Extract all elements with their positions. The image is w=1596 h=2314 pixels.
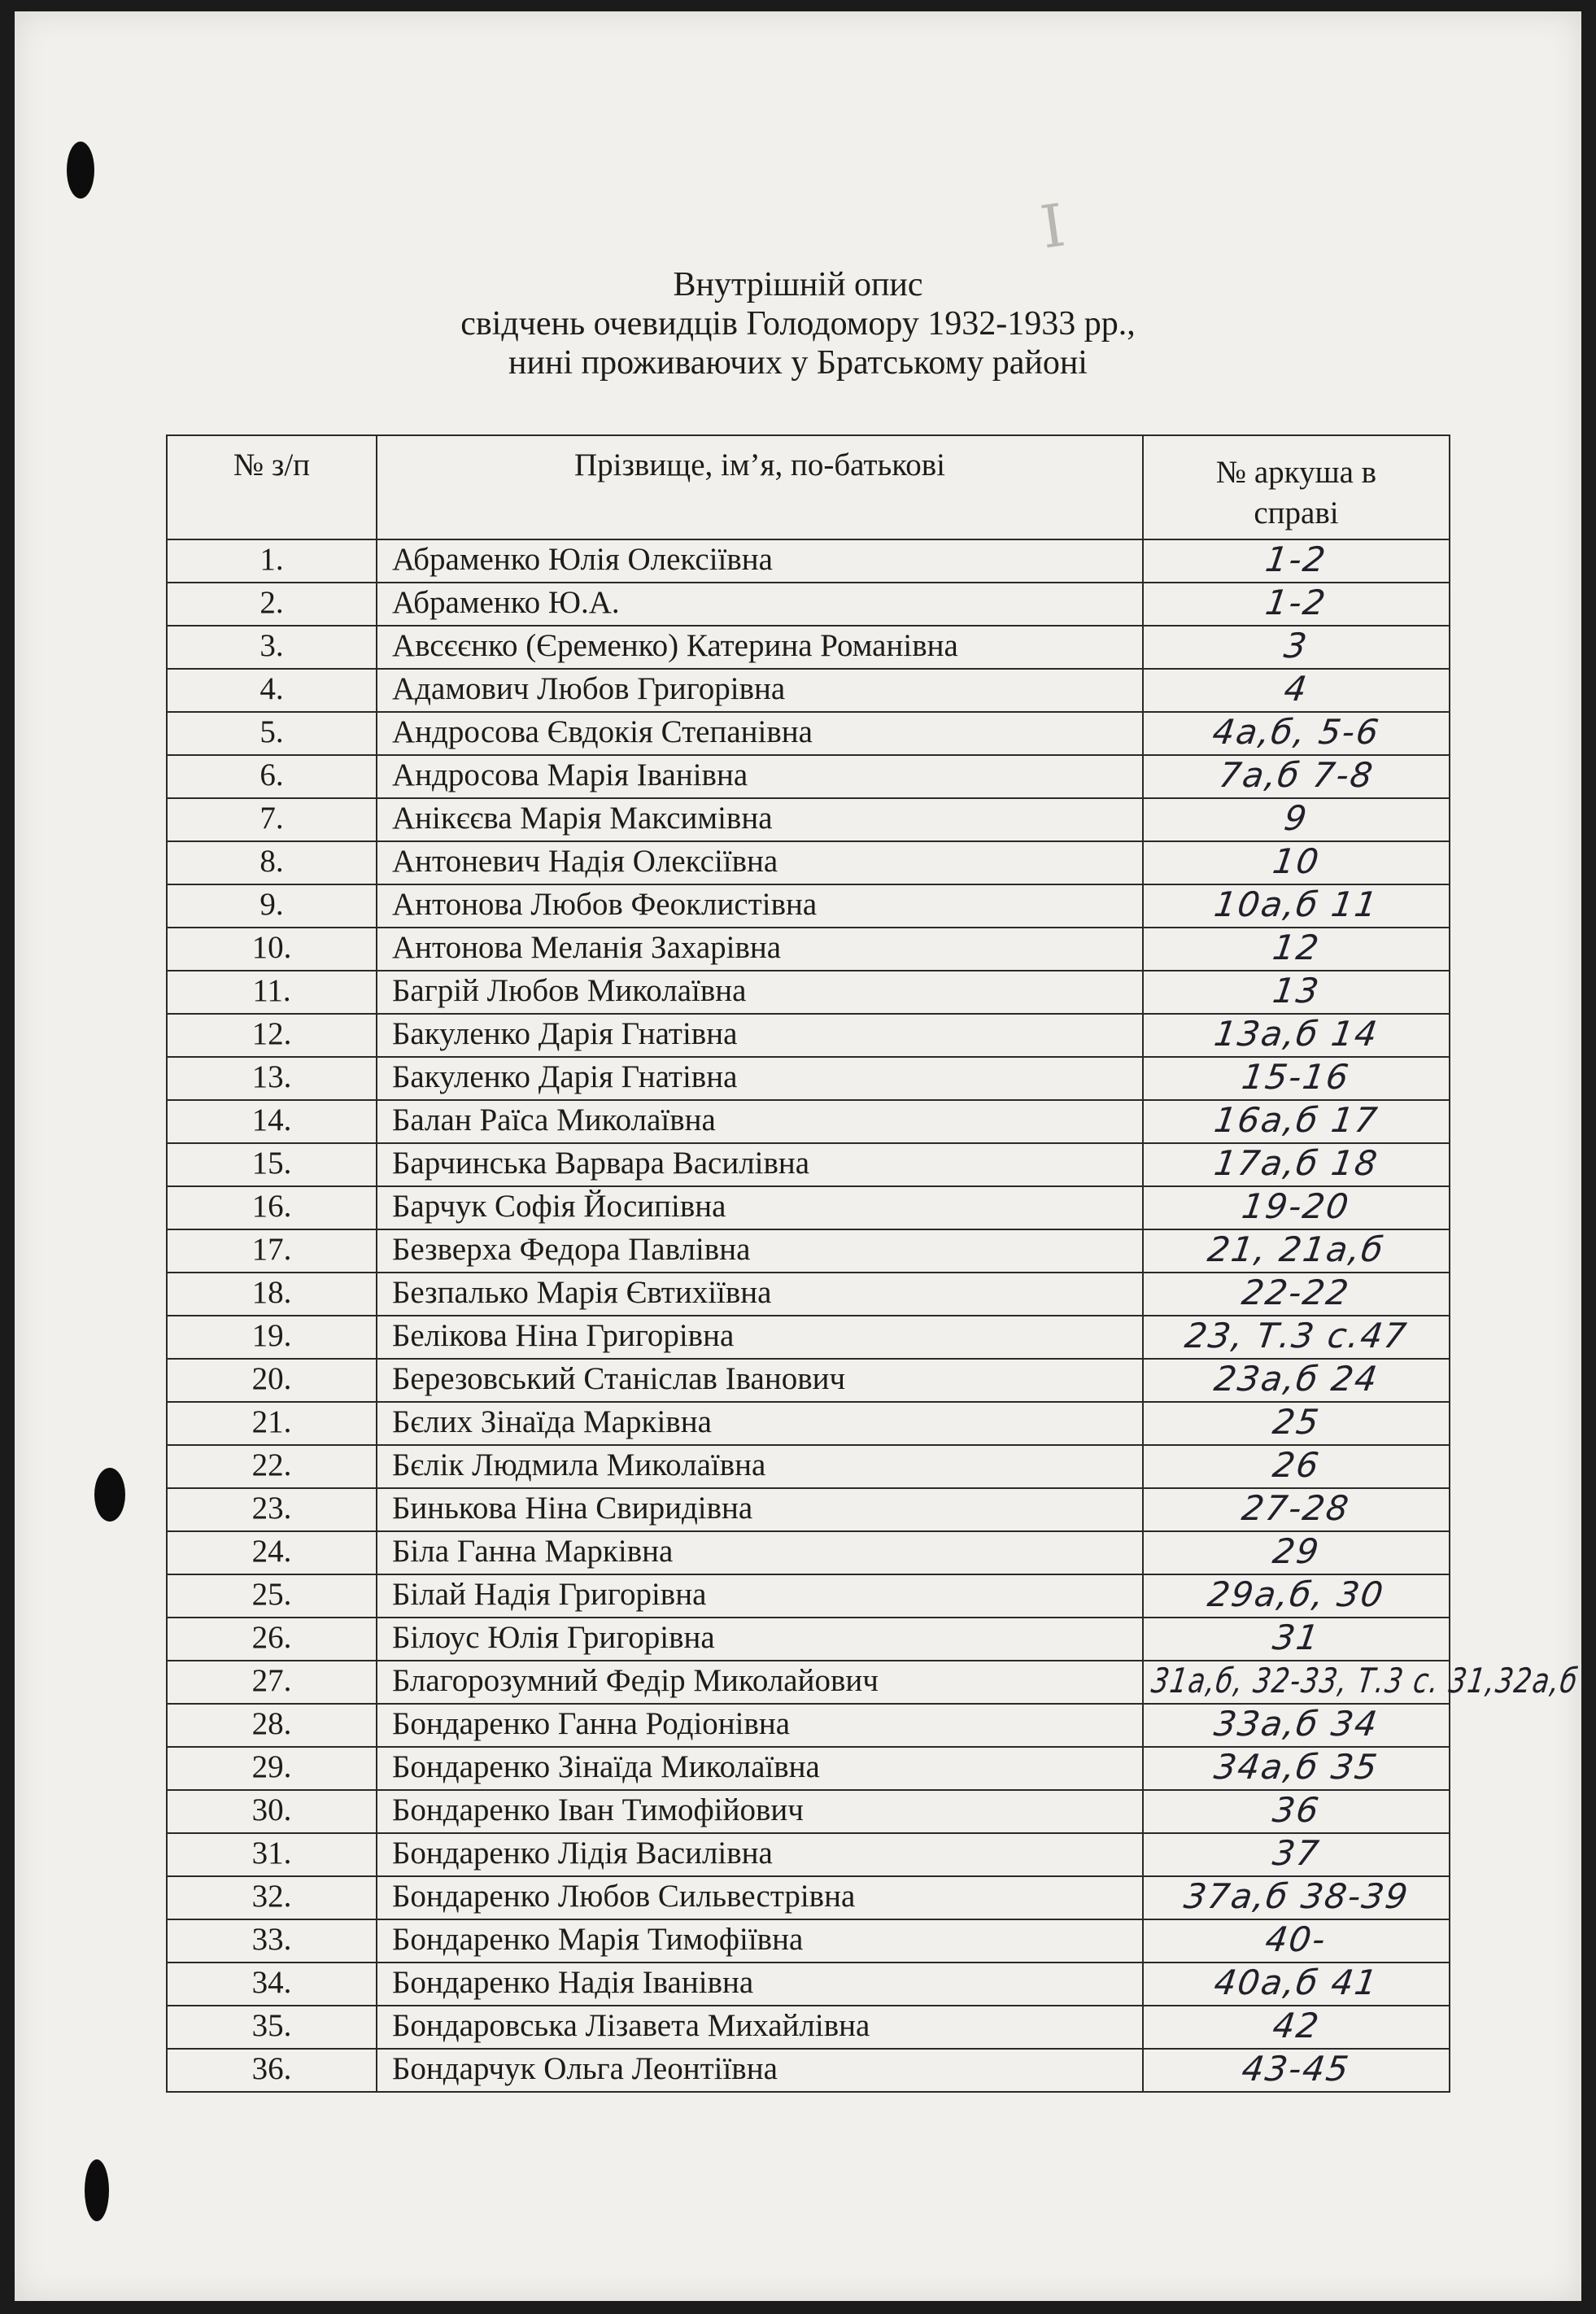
row-sheet-cell bbox=[1143, 1014, 1450, 1057]
row-full-name: Бондаренко Зінаїда Миколаївна bbox=[377, 1747, 1143, 1790]
table-row bbox=[167, 712, 1450, 755]
row-sheet-cell bbox=[1143, 626, 1450, 669]
row-sheet-cell bbox=[1143, 755, 1450, 798]
row-sheet-number: 4а,б, 5-6 bbox=[1210, 712, 1383, 752]
row-full-name: Бондаренко Лідія Василівна bbox=[377, 1833, 1143, 1876]
row-number: 35. bbox=[167, 2006, 377, 2049]
row-sheet-cell bbox=[1143, 1574, 1450, 1618]
row-full-name: Антоневич Надія Олексіївна bbox=[377, 841, 1143, 884]
row-sheet-cell bbox=[1143, 1963, 1450, 2006]
table-row bbox=[167, 1100, 1450, 1143]
table-header-row bbox=[167, 435, 1450, 539]
row-sheet-number: 42 bbox=[1270, 2006, 1323, 2045]
row-number: 11. bbox=[167, 971, 377, 1014]
table-row bbox=[167, 2049, 1450, 2092]
row-number: 6. bbox=[167, 755, 377, 798]
binder-hole bbox=[85, 2159, 109, 2221]
row-full-name: Андросова Євдокія Степанівна bbox=[377, 712, 1143, 755]
table-row bbox=[167, 1229, 1450, 1273]
row-full-name: Бондаренко Ганна Родіонівна bbox=[377, 1704, 1143, 1747]
row-number: 33. bbox=[167, 1919, 377, 1963]
table-row bbox=[167, 1402, 1450, 1445]
row-sheet-cell bbox=[1143, 1057, 1450, 1100]
row-number: 1. bbox=[167, 539, 377, 583]
row-full-name: Багрій Любов Миколаївна bbox=[377, 971, 1143, 1014]
row-number: 20. bbox=[167, 1359, 377, 1402]
row-full-name: Барчук Софія Йосипівна bbox=[377, 1186, 1143, 1229]
binder-hole bbox=[94, 1468, 125, 1522]
row-sheet-number: 13 bbox=[1270, 971, 1323, 1011]
row-sheet-number: 23, Т.3 с.47 bbox=[1182, 1316, 1411, 1356]
row-sheet-number: 1-2 bbox=[1262, 539, 1330, 579]
row-sheet-number: 21, 21а,б bbox=[1205, 1229, 1388, 1269]
row-sheet-number: 27-28 bbox=[1240, 1488, 1354, 1528]
row-sheet-number: 36 bbox=[1270, 1790, 1323, 1830]
row-sheet-cell bbox=[1143, 1488, 1450, 1531]
row-sheet-number: 29а,б, 30 bbox=[1205, 1574, 1388, 1614]
table-row bbox=[167, 1618, 1450, 1661]
row-sheet-cell bbox=[1143, 1445, 1450, 1488]
row-number: 9. bbox=[167, 884, 377, 928]
table-row bbox=[167, 1876, 1450, 1919]
row-sheet-number: 16а,б 17 bbox=[1211, 1100, 1381, 1140]
table-row bbox=[167, 1963, 1450, 2006]
row-number: 19. bbox=[167, 1316, 377, 1359]
row-sheet-cell bbox=[1143, 1359, 1450, 1402]
row-number: 17. bbox=[167, 1229, 377, 1273]
table-row bbox=[167, 1661, 1450, 1704]
row-sheet-number: 25 bbox=[1270, 1402, 1323, 1442]
table-row bbox=[167, 539, 1450, 583]
row-sheet-cell bbox=[1143, 1143, 1450, 1186]
row-sheet-number: 34а,б 35 bbox=[1211, 1747, 1381, 1787]
row-full-name: Біла Ганна Марківна bbox=[377, 1531, 1143, 1574]
row-sheet-number: 17а,б 18 bbox=[1211, 1143, 1381, 1183]
header-sheet-number-text: № аркуша в справі bbox=[1215, 455, 1377, 530]
row-sheet-cell bbox=[1143, 798, 1450, 841]
table-row bbox=[167, 583, 1450, 626]
row-number: 14. bbox=[167, 1100, 377, 1143]
row-full-name: Антонова Меланія Захарівна bbox=[377, 928, 1143, 971]
row-number: 34. bbox=[167, 1963, 377, 2006]
table-row bbox=[167, 1574, 1450, 1618]
row-sheet-number: 22-22 bbox=[1240, 1273, 1354, 1312]
row-sheet-cell bbox=[1143, 2006, 1450, 2049]
row-sheet-number: 33а,б 34 bbox=[1211, 1704, 1381, 1744]
row-sheet-number: 31а,б, 32-33, Т.3 с. 31,32а,б bbox=[1149, 1661, 1581, 1701]
row-sheet-number: 19-20 bbox=[1240, 1186, 1354, 1226]
table-row bbox=[167, 1186, 1450, 1229]
row-full-name: Антонова Любов Феоклистівна bbox=[377, 884, 1143, 928]
row-sheet-cell bbox=[1143, 1747, 1450, 1790]
row-full-name: Белікова Ніна Григорівна bbox=[377, 1316, 1143, 1359]
row-number: 21. bbox=[167, 1402, 377, 1445]
table-row bbox=[167, 1445, 1450, 1488]
row-sheet-number: 13а,б 14 bbox=[1211, 1014, 1381, 1054]
row-number: 2. bbox=[167, 583, 377, 626]
row-sheet-number: 12 bbox=[1270, 928, 1323, 967]
row-sheet-number: 40- bbox=[1262, 1919, 1330, 1959]
row-number: 26. bbox=[167, 1618, 377, 1661]
table-row bbox=[167, 1747, 1450, 1790]
row-sheet-cell bbox=[1143, 1919, 1450, 1963]
row-sheet-number: 40а,б 41 bbox=[1211, 1963, 1381, 2002]
row-number: 10. bbox=[167, 928, 377, 971]
row-sheet-cell bbox=[1143, 712, 1450, 755]
row-sheet-cell bbox=[1143, 1316, 1450, 1359]
row-sheet-number: 10а,б 11 bbox=[1211, 884, 1381, 924]
row-full-name: Бинькова Ніна Свиридівна bbox=[377, 1488, 1143, 1531]
row-sheet-cell bbox=[1143, 1273, 1450, 1316]
row-sheet-number: 7а,б 7-8 bbox=[1216, 755, 1376, 795]
row-sheet-cell bbox=[1143, 1100, 1450, 1143]
row-sheet-cell bbox=[1143, 971, 1450, 1014]
row-sheet-number: 26 bbox=[1270, 1445, 1323, 1485]
row-number: 5. bbox=[167, 712, 377, 755]
table-row bbox=[167, 1704, 1450, 1747]
row-full-name: Безверха Федора Павлівна bbox=[377, 1229, 1143, 1273]
row-sheet-number: 15-16 bbox=[1240, 1057, 1354, 1097]
table-row bbox=[167, 755, 1450, 798]
row-full-name: Бондаренко Марія Тимофіївна bbox=[377, 1919, 1143, 1963]
table-row bbox=[167, 1057, 1450, 1100]
title-line: нині проживаючих у Братському районі bbox=[508, 344, 1088, 382]
row-full-name: Андросова Марія Іванівна bbox=[377, 755, 1143, 798]
table-row bbox=[167, 841, 1450, 884]
row-sheet-number: 4 bbox=[1281, 669, 1311, 709]
row-number: 24. bbox=[167, 1531, 377, 1574]
row-number: 32. bbox=[167, 1876, 377, 1919]
row-sheet-cell bbox=[1143, 1704, 1450, 1747]
table-row bbox=[167, 798, 1450, 841]
title-line: Внутрішній опис bbox=[673, 266, 923, 303]
table-row bbox=[167, 1531, 1450, 1574]
handwritten-volume-mark: I bbox=[1036, 190, 1070, 262]
row-sheet-cell bbox=[1143, 1186, 1450, 1229]
table-row bbox=[167, 1273, 1450, 1316]
table-row bbox=[167, 971, 1450, 1014]
table-row bbox=[167, 1014, 1450, 1057]
row-sheet-number: 37а,б 38-39 bbox=[1181, 1876, 1411, 1916]
row-full-name: Бондаренко Іван Тимофійович bbox=[377, 1790, 1143, 1833]
row-sheet-cell bbox=[1143, 1876, 1450, 1919]
row-number: 3. bbox=[167, 626, 377, 669]
row-sheet-cell bbox=[1143, 1402, 1450, 1445]
row-full-name: Бакуленко Дарія Гнатівна bbox=[377, 1014, 1143, 1057]
row-sheet-cell bbox=[1143, 669, 1450, 712]
row-full-name: Білоус Юлія Григорівна bbox=[377, 1618, 1143, 1661]
row-number: 31. bbox=[167, 1833, 377, 1876]
row-full-name: Барчинська Варвара Василівна bbox=[377, 1143, 1143, 1186]
table-row bbox=[167, 626, 1450, 669]
row-full-name: Благорозумний Федір Миколайович bbox=[377, 1661, 1143, 1704]
table-row bbox=[167, 928, 1450, 971]
row-number: 30. bbox=[167, 1790, 377, 1833]
table-row bbox=[167, 1143, 1450, 1186]
row-full-name: Білай Надія Григорівна bbox=[377, 1574, 1143, 1618]
row-sheet-cell bbox=[1143, 1661, 1581, 1704]
table-row bbox=[167, 1316, 1450, 1359]
row-sheet-number: 23а,б 24 bbox=[1211, 1359, 1381, 1399]
row-sheet-number: 37 bbox=[1270, 1833, 1323, 1873]
row-full-name: Бондарчук Ольга Леонтіївна bbox=[377, 2049, 1143, 2092]
table-row bbox=[167, 1919, 1450, 1963]
header-number: № з/п bbox=[167, 435, 377, 539]
table-row bbox=[167, 2006, 1450, 2049]
inventory-table bbox=[166, 434, 1581, 2093]
table-row bbox=[167, 669, 1450, 712]
row-number: 16. bbox=[167, 1186, 377, 1229]
row-number: 15. bbox=[167, 1143, 377, 1186]
row-number: 28. bbox=[167, 1704, 377, 1747]
row-sheet-cell bbox=[1143, 884, 1450, 928]
row-number: 13. bbox=[167, 1057, 377, 1100]
row-full-name: Балан Раїса Миколаївна bbox=[377, 1100, 1143, 1143]
row-number: 27. bbox=[167, 1661, 377, 1704]
row-sheet-cell bbox=[1143, 539, 1450, 583]
row-full-name: Бєлих Зінаїда Марківна bbox=[377, 1402, 1143, 1445]
row-number: 4. bbox=[167, 669, 377, 712]
row-sheet-cell bbox=[1143, 1229, 1450, 1273]
document-title bbox=[15, 265, 1581, 382]
row-sheet-number: 3 bbox=[1281, 626, 1311, 666]
row-number: 36. bbox=[167, 2049, 377, 2092]
table-row bbox=[167, 1359, 1450, 1402]
row-number: 25. bbox=[167, 1574, 377, 1618]
row-full-name: Абраменко Юлія Олексіївна bbox=[377, 539, 1143, 583]
row-sheet-number: 1-2 bbox=[1262, 583, 1330, 622]
title-line: свідчень очевидців Голодомору 1932-1933 рр., bbox=[460, 305, 1136, 343]
row-sheet-number: 10 bbox=[1270, 841, 1323, 881]
row-full-name: Абраменко Ю.А. bbox=[377, 583, 1143, 626]
row-number: 18. bbox=[167, 1273, 377, 1316]
row-sheet-cell bbox=[1143, 1833, 1450, 1876]
row-full-name: Бакуленко Дарія Гнатівна bbox=[377, 1057, 1143, 1100]
row-sheet-number: 31 bbox=[1270, 1618, 1323, 1657]
table-row bbox=[167, 1790, 1450, 1833]
row-number: 23. bbox=[167, 1488, 377, 1531]
row-full-name: Березовський Станіслав Іванович bbox=[377, 1359, 1143, 1402]
row-sheet-number: 9 bbox=[1281, 798, 1311, 838]
header-sheet-number bbox=[1143, 435, 1450, 539]
row-full-name: Бондаренко Надія Іванівна bbox=[377, 1963, 1143, 2006]
row-full-name: Анікєєва Марія Максимівна bbox=[377, 798, 1143, 841]
row-sheet-cell bbox=[1143, 1618, 1450, 1661]
row-number: 8. bbox=[167, 841, 377, 884]
row-sheet-number: 43-45 bbox=[1240, 2049, 1354, 2089]
row-full-name: Бондаренко Любов Сильвестрівна bbox=[377, 1876, 1143, 1919]
row-number: 12. bbox=[167, 1014, 377, 1057]
row-number: 7. bbox=[167, 798, 377, 841]
row-full-name: Бєлік Людмила Миколаївна bbox=[377, 1445, 1143, 1488]
binder-hole bbox=[67, 142, 94, 199]
row-sheet-cell bbox=[1143, 1790, 1450, 1833]
row-sheet-cell bbox=[1143, 928, 1450, 971]
row-sheet-cell bbox=[1143, 841, 1450, 884]
row-full-name: Авсєєнко (Єременко) Катерина Романівна bbox=[377, 626, 1143, 669]
row-number: 29. bbox=[167, 1747, 377, 1790]
header-full-name: Прізвище, ім’я, по-батькові bbox=[377, 435, 1143, 539]
table-row bbox=[167, 1488, 1450, 1531]
row-full-name: Адамович Любов Григорівна bbox=[377, 669, 1143, 712]
row-number: 22. bbox=[167, 1445, 377, 1488]
row-sheet-cell bbox=[1143, 2049, 1450, 2092]
row-sheet-cell bbox=[1143, 583, 1450, 626]
table-row bbox=[167, 884, 1450, 928]
table-row bbox=[167, 1833, 1450, 1876]
row-sheet-number: 29 bbox=[1270, 1531, 1323, 1571]
row-full-name: Бондаровська Лізавета Михайлівна bbox=[377, 2006, 1143, 2049]
row-full-name: Безпалько Марія Євтихіївна bbox=[377, 1273, 1143, 1316]
document-page bbox=[15, 11, 1581, 2301]
row-sheet-cell bbox=[1143, 1531, 1450, 1574]
